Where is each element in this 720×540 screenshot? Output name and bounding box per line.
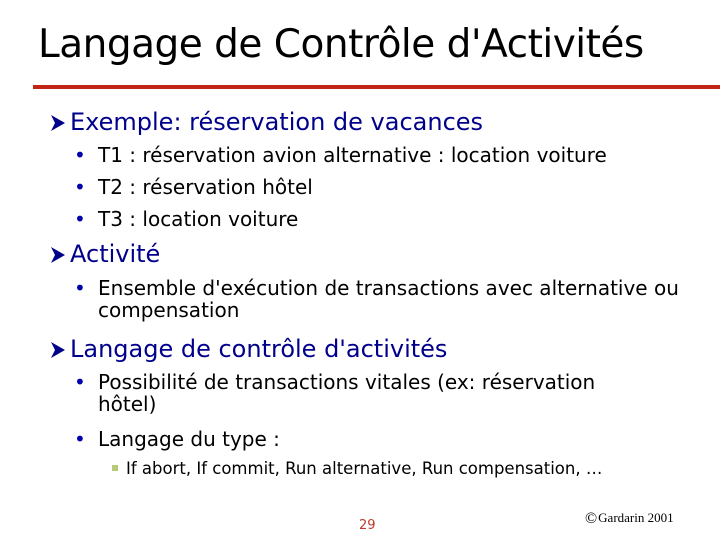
dot-bullet: • (74, 143, 86, 167)
sub-list-item: If abort, If commit, Run alternative, Run compensation, … (112, 459, 602, 479)
slide-title: Langage de Contrôle d'Activités (38, 22, 644, 67)
arrow-bullet-icon (50, 114, 68, 132)
list-item: • Ensemble d'exécution de transactions avec alternative ou compensation (74, 276, 679, 322)
dot-bullet: • (74, 427, 86, 451)
copyright-notice (585, 510, 674, 528)
dot-bullet: • (74, 207, 86, 231)
list-item: • Possibilité de transactions vitales (ex: réservation hôtel) (74, 370, 596, 416)
dot-bullet: • (74, 370, 86, 394)
list-item: • T1 : réservation avion alternative : location voiture (74, 143, 607, 167)
section-heading-label: Exemple: réservation de vacances (70, 108, 484, 136)
copyright-text: Gardarin 2001 (598, 510, 674, 525)
section-heading-example (50, 108, 483, 136)
dot-bullet: • (74, 175, 86, 199)
title-underline (33, 85, 720, 89)
list-item: • Langage du type : (74, 427, 280, 451)
square-bullet (112, 465, 118, 471)
section-heading-langage (50, 335, 447, 363)
list-item: • T2 : réservation hôtel (74, 175, 313, 199)
arrow-bullet-icon (50, 246, 68, 264)
list-item: • T3 : location voiture (74, 207, 299, 231)
dot-bullet: • (74, 276, 86, 300)
arrow-bullet-icon (50, 341, 68, 359)
page-number: 29 (359, 518, 376, 533)
section-heading-activite (50, 240, 160, 268)
copyright-icon: © (585, 510, 598, 527)
section-heading-label: Activité (70, 240, 161, 268)
section-heading-label: Langage de contrôle d'activités (70, 335, 448, 363)
